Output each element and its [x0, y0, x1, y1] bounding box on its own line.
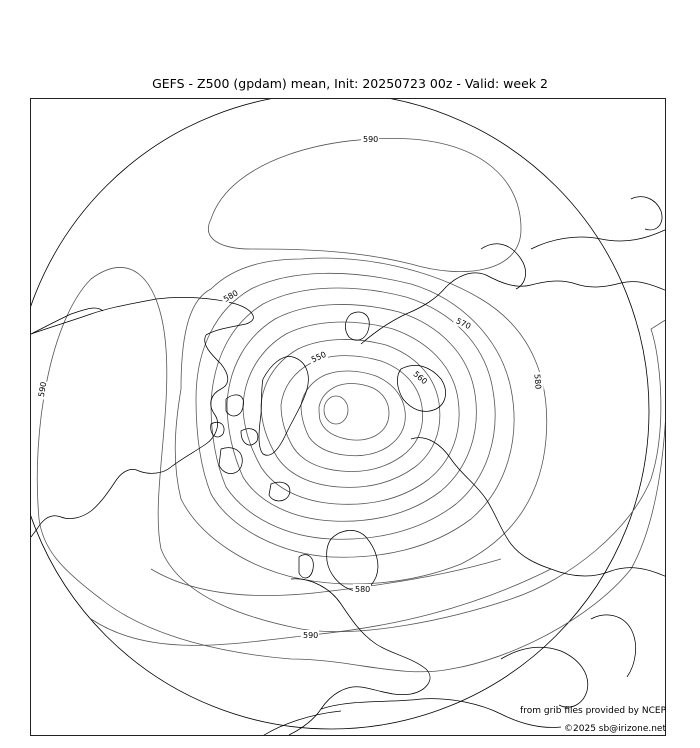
isoline-580 — [175, 258, 547, 584]
isoline-535 — [319, 384, 389, 441]
isoline-590-south — [91, 569, 551, 645]
coast-baffin — [219, 448, 242, 474]
coast-north-america — [31, 297, 253, 537]
isoline-560 — [227, 304, 476, 521]
hemisphere-boundary — [31, 99, 649, 729]
contour-label: 570 — [454, 316, 473, 332]
isoline-530 — [324, 396, 348, 424]
coast-siberia — [361, 273, 666, 344]
polar-stereographic-map — [31, 99, 666, 736]
contour-label: 560 — [411, 369, 429, 387]
isoline-555 — [243, 322, 459, 504]
coast-middle-east — [501, 647, 588, 707]
coastlines — [31, 197, 666, 736]
data-source-credit: from grib files provided by NCEP — [520, 706, 666, 716]
isoline-550 — [261, 339, 440, 487]
coast-britain — [299, 555, 313, 578]
copyright-credit: ©2025 sb@irizone.net — [564, 724, 666, 734]
coast-asia-east — [411, 438, 666, 577]
coast-kamchatka — [481, 244, 526, 289]
contour-label: 580 — [355, 585, 371, 594]
coast-india — [591, 615, 636, 677]
isoline-590-north — [208, 138, 521, 271]
map-frame — [30, 98, 666, 736]
coast-iceland — [269, 482, 290, 501]
coast-europe — [289, 579, 430, 735]
contour-labels — [36, 134, 544, 640]
isoline-580-south — [151, 559, 501, 596]
contour-label: 550 — [309, 349, 328, 365]
map-title: GEFS - Z500 (gpdam) mean, Init: 20250723 00z - Valid: week 2 — [152, 76, 548, 91]
contour-label: 580 — [221, 288, 240, 304]
isoline-568 — [211, 288, 495, 539]
coast-arctic-islands-1 — [226, 395, 244, 416]
isolines — [37, 138, 666, 671]
contour-label: 590 — [303, 631, 319, 640]
isoline-545 — [281, 356, 423, 472]
contour-label: 590 — [363, 135, 379, 144]
contour-label: 580 — [532, 373, 543, 390]
coast-novaya-zemlya — [345, 312, 369, 340]
contour-label: 590 — [36, 381, 49, 398]
coast-japan — [631, 197, 662, 230]
